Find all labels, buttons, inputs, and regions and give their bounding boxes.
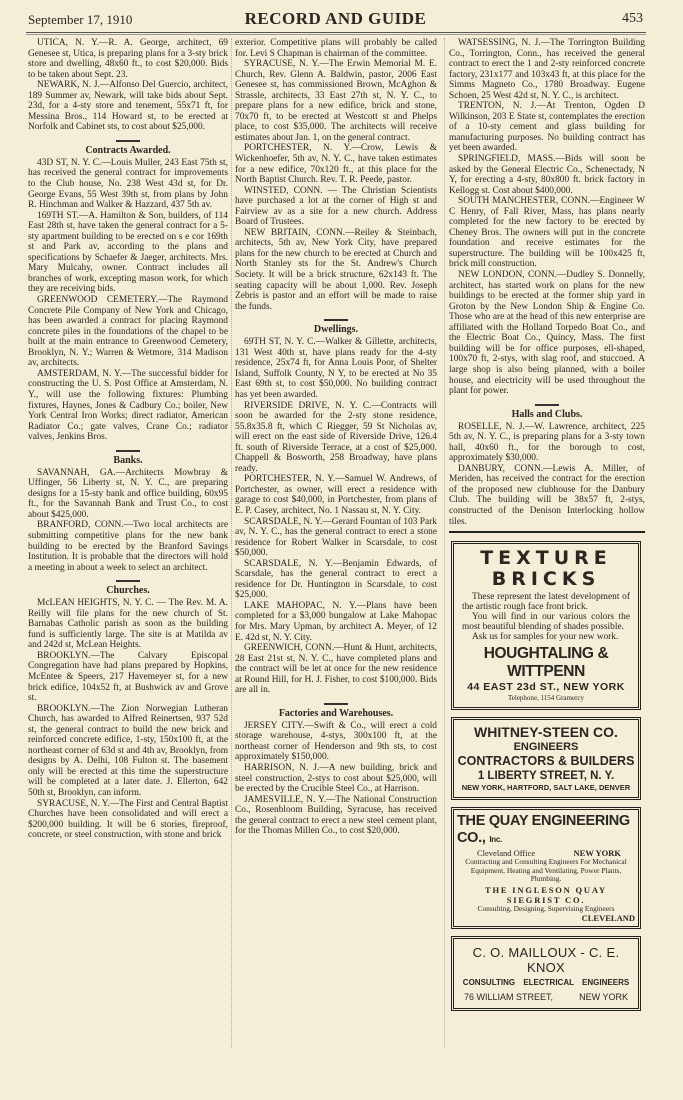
news-item: NEWARK, N. J.—Alfonso Del Guercio, architect, 189 Summer av, Newark, will take bids about Sept. 23d, for a 4-sty store and tenement, 55x71 ft, for Messina Bros., 114 Howard st, to be erected at Norfolk and Cabinet sts, to cost about $25,000.	[28, 80, 228, 133]
ads-divider-rule	[449, 531, 645, 533]
news-item: SCARSDALE, N. Y.—Gerard Fountan of 103 Park av, N. Y. C., has the general contract to erect a stone residence for Robert Walker in Scarsdale, to cost $50,000.	[235, 516, 437, 559]
news-item: BROOKLYN.—The Calvary Episcopal Congregation have had plans prepared by Hopkins, McEntee & Speers, 217 Havemeyer st, for a new brick edifice, 104x52 ft, at Bushwick av and Grove st.	[28, 650, 228, 704]
news-item: TRENTON, N. J.—At Trenton, Ogden D Wilkinson, 203 E State st, contemplates the erection of a 10-sty cement and glass building for manufacturing purposes. No building contract has yet been awarded.	[449, 101, 645, 154]
news-item: NEW BRITAIN, CONN.—Reiley & Steinbach, architects, 5th av, New York City, have prepared plans for the new church to be erected at Church and North Stanley sts for the St. Andrew's Church Society. It will be a brick structure, 62x143 ft. The seating capacity will be about 1,000. Rev. Joseph Zebris is pastor and an effort will be made to raise the funds.	[235, 227, 437, 312]
column-1	[28, 38, 228, 841]
news-item: JAMESVILLE, N. Y.—The National Construction Co., Rosenbloom Building, Syracuse, has received the general contract to erect a new steel cement plant, for the Thomas Millen Co., to cost $20,000.	[235, 794, 437, 837]
news-item: DANBURY, CONN.—Lewis A. Miller, of Meriden, has received the contract for the erection of the proposed new clubhouse for the Danbury Club. The building will be 38x57 ft, 2-stys, constructed of the Denison Interlocking hollow tiles.	[449, 463, 645, 527]
page-header	[28, 8, 643, 30]
news-item: LAKE MAHOPAC, N. Y.—Plans have been completed for a $3,000 bungalow at Lake Mahopac for Mrs. Mary Upman, by architect A. Meyer, of 12 E. 42d st, N. Y. City.	[235, 600, 437, 643]
news-item: McLEAN HEIGHTS, N. Y. C. — The Rev. M. A. Reilly will file plans for the new church of St. Barnabas Catholic parish as soon as the building fund is sufficiently large. The site is at Matilda av and 242d st, McLean Heights.	[28, 598, 228, 651]
ad-city: NEW YORK	[573, 848, 621, 859]
column-2	[235, 38, 437, 837]
ad-text: Consulting, Designing, Supervising Engineers	[477, 903, 615, 913]
ad-affiliate: THE INGLESON QUAY SIEGRIST CO.	[485, 884, 607, 905]
header-rule	[26, 32, 646, 35]
news-item: PORTCHESTER, N. Y.—Samuel W. Andrews, of Portchester, as owner, will erect a residence with garage to cost $40,000, in Portchester, from plans of E. P. Casey, architect, No. 1 Nassau st, N. Y. City.	[235, 474, 437, 516]
column-divider	[231, 38, 232, 1048]
news-item: 69TH ST, N. Y. C.—Walker & Gillette, architects, 131 West 40th st, have plans ready for the 4-sty residence, 25x74 ft, for Anna Louis Poor, of Shelter Island, Suffolk County, N Y, to be erected at No 35 East 69th st, to cost $50,000. No building contract has yet been awarded.	[235, 337, 437, 400]
ad-text: CONTRACTORS & BUILDERS	[457, 754, 635, 769]
section-rule	[324, 319, 348, 321]
ad-headline: TEXTURE	[480, 547, 612, 570]
news-item: PORTCHESTER, N. Y.—Crow, Lewis & Wickenhoefer, 5th av, N. Y. C., have taken estimates for a new edifice, 70x120 ft., at this place for the North Baptist Church. Rev. T. R. Peede, pastor.	[235, 143, 437, 186]
ad-firm-name: HOUGHTALING & WITTPENN	[483, 645, 609, 681]
column-3	[449, 38, 645, 1018]
ad-firm-name	[457, 813, 635, 848]
news-item: RIVERSIDE DRIVE, N. Y. C.—Contracts will soon be awarded for the 2-sty stone residence, 55.8x35.8 ft, which C Riegger, 59 St Nicholas av, will erect on the east side of Riverside Drive, 126.4 ft. south of Riverside Terrace, at a cost of $25,000. Chappell & Bosworth, 258 Broadway, have plans ready.	[235, 400, 437, 474]
news-item: BROOKLYN.—The Zion Norwegian Lutheran Church, has awarded to Alfred Reinertsen, 937 52d st, the general contract to build the new brick and reinforced concrete edifice, 1-sty, 150x100 ft, at the northeast corner of 63d st and 4th av, Brooklyn, from designs by A. Delhi, 108 Fulton st. The basement only will be erected at this time the superstructure will be completed at a later date. J. Ellerton, 642 50th st, Brooklyn, can inform.	[28, 703, 228, 798]
ad-address: 76 WILLIAM STREET,	[464, 992, 554, 1003]
ad-cities: NEW YORK, HARTFORD, SALT LAKE, DENVER	[461, 783, 631, 793]
news-item: HARRISON, N. J.—A new building, brick and steel construction, 2-stys to cost about $25,000, will be erected by the Crucible Steel Co., at Harrison.	[235, 763, 437, 795]
news-item: ROSELLE, N. J.—W. Lawrence, architect, 225 5th av, N. Y. C., is preparing plans for a 3-sty town hall, 40x60 ft., for the borough to cost, approximately $30,000.	[449, 421, 645, 464]
ad-address: 44 EAST 23d ST., NEW YORK	[467, 681, 625, 694]
ad-address-row	[454, 988, 638, 1003]
ad-texture-bricks	[451, 541, 641, 710]
news-item: SYRACUSE, N. Y.—The First and Central Baptist Churches have been consolidated and will erect a $200,000 building. It will be 6 stories, fireproof, concrete, or steel construction, with stone and brick	[28, 798, 228, 841]
ad-whitney-steen	[451, 717, 641, 800]
section-heading: Halls and Clubs.	[511, 408, 583, 420]
news-item: GREENWOOD CEMETERY.—The Raymond Concrete Pile Company of New York and Chicago, has been awarded a contract for placing Raymond concrete piles in the foundations of the chapel to be built at the main entrance to Greenwood Cemetery, Brooklyn, N. Y.; Warren & Wetmore, 314 Madison av, architects.	[28, 295, 228, 369]
news-item: JERSEY CITY.—Swift & Co., will erect a cold storage warehouse, 4-stys, 300x100 ft, at the northeast corner of Henderson and 9th sts, to cost approximately $150,000.	[235, 720, 437, 763]
column-divider	[444, 38, 445, 1048]
column-text	[235, 38, 437, 837]
section-heading: Factories and Warehouses.	[278, 707, 394, 719]
ad-text: CONSULTING ELECTRICAL ENGINEERS	[462, 978, 630, 988]
news-item: SYRACUSE, N. Y.—The Erwin Memorial M. E. Church, Rev. Glenn A. Baldwin, pastor, 2006 East Genesee st, has commissioned Brown, McAghon & Strassle, architects, 33 East 27th st, N. Y. C., to prepare plans for a new edifice, brick and stone, 70x70 ft, to be erected at Westcott st and Phelps place, to cost $35,000. The architects will receive estimates about Jan. 1, on the general contract.	[235, 59, 437, 143]
news-item: SCARSDALE, N. Y.—Benjamin Edwards, of Scarsdale, has the general contract to erect a residence for Dr. Huntington in Scarsdale, to cost $25,000.	[235, 558, 437, 601]
ad-office: Cleveland Office	[477, 848, 536, 859]
section-rule	[535, 404, 559, 406]
news-item: SOUTH MANCHESTER, CONN.—Engineer W C Henry, of Fall River, Mass, has plans nearly completed for the new factory to be erected by Cheney Bros. The owners will put in the concrete foundation and receive estimates for the superstructure. The building will be 100x425 ft, brick mill construction.	[449, 196, 645, 270]
news-item: BRANFORD, CONN.—Two local architects are submitting competitive plans for the new bank building to be erected by the Branford Savings Institution. It is probable that the directors will hold a meeting in about a week to select an architect.	[28, 520, 228, 573]
section-heading: Churches.	[106, 585, 150, 597]
news-item: SPRINGFIELD, MASS.—Bids will soon be asked by the General Electric Co., Schenectady, N Y, for erecting a 4-sty, 80x800 ft. brick factory in Kellogg st. Cost about $400,000.	[449, 154, 645, 196]
news-item: AMSTERDAM, N. Y.—The successful bidder for constructing the U. S. Post Office at Amsterdam, N. Y., will use the following fixtures: Plumbing fixtures, Haynes, Jones & Cadbury Co.; boiler, New York Central Iron Works; direct radiator, American Radiator Co.; gate valves, Crane Co.; radiator valves, Jenkins Bros.	[28, 368, 228, 443]
section-rule	[324, 703, 348, 705]
ad-firm-name: WHITNEY-STEEN CO.	[474, 724, 618, 741]
ad-text: These represent the latest development of the artistic rough face front brick.	[462, 592, 630, 613]
column-text	[28, 38, 228, 841]
ad-text: ENGINEERS	[513, 741, 579, 754]
ad-firm-name-text: THE QUAY ENGINEERING CO.,	[457, 813, 630, 847]
news-item: NEW LONDON, CONN.—Dudley S. Donnelly, architect, has started work on plans for the new buildings to be erected at the former ship yard in Groton by the New London Ship & Engine Co. Those who are at the head of this new enterprise are affiliated with the Holland Torpedo Boat Co., and the Electric Boat Co., Quincy, Mass. The first building will be for office purposes, ell-shaped, 100x70 ft, 2-stys, with slag roof, and stuccoed. A large shop is also being planned, with a boiler house, and electricity will be used throughout the plant for power.	[449, 270, 645, 397]
news-item: 169TH ST.—A. Hamilton & Son, builders, of 114 East 28th st, have taken the general contract for a 5-sty apartment building to be erected on s e cor 169th st and Park av, according to the plans and specifications by Schaefer & Jaeger, architects. Mrs. Mary Mulcahy, owner. Contract includes all branches of work, excepting mason work, for which they are receiving bids.	[28, 210, 228, 295]
news-item: WINSTED, CONN. — The Christian Scientists have purchased a lot at the corner of High st and Fairview av as a site for a new church. Address Board of Trustees.	[235, 185, 437, 228]
news-item: SAVANNAH, GA.—Architects Mowbray & Uffinger, 56 Liberty st, N. Y. C., are preparing designs for a 15-sty bank and office building, 60x95 ft., for the Savannah Bank and Trust Co., to cost about $425,000.	[28, 467, 228, 520]
news-item: WATSESSING, N. J.—The Torrington Building Co., Torrington, Conn., has received the general contract to erect the 1 and 2-sty reinforced concrete factory, 231x177 and 103x43 ft, at this place for the Simms Magneto Co., 1780 Broadway. Eugene Schoen, 25 West 42d st, N. Y. C., is architect.	[449, 38, 645, 101]
issue-date: September 17, 1910	[28, 12, 133, 27]
publication-title: RECORD AND GUIDE	[244, 9, 427, 28]
news-item: exterior. Competitive plans will probably be called for. Levi S Chapman is chairman of the committee.	[235, 38, 437, 59]
ad-telephone: Telephone, 1154 Gramercy	[507, 694, 585, 703]
ad-text: You will find in our various colors the most beautiful blending of shades possible.	[462, 612, 630, 633]
section-heading: Contracts Awarded.	[85, 144, 171, 156]
ad-text: Ask us for samples for your new work.	[472, 632, 619, 643]
ad-address: 1 LIBERTY STREET, N. Y.	[477, 770, 615, 783]
ad-text: Contracting and Consulting Engineers For Mechanical Equipment, Heating and Ventilating, Power Plants, Plumbing.	[465, 857, 627, 884]
section-rule	[116, 140, 140, 142]
news-item: 43D ST, N. Y. C.—Louis Muller, 243 East 75th st, has received the general contract for improvements to the Club house, No. 238 West 43d st, for Dr. George Evans, 55 West 39th st, from plans by John R. Hinchman and Walker & Hazzard, 437 5th av.	[28, 157, 228, 211]
section-rule	[116, 450, 140, 452]
section-heading: Dwellings.	[313, 324, 359, 336]
ad-inc-label: Inc.	[489, 835, 502, 845]
ad-city: CLEVELAND	[581, 913, 635, 924]
column-text	[449, 38, 645, 527]
section-rule	[116, 580, 140, 582]
ad-quay-engineering	[451, 807, 641, 929]
ad-headline: BRICKS	[491, 568, 601, 591]
news-item: UTICA, N. Y.—R. A. George, architect, 69 Genesee st, Utica, is preparing plans for a 3-sty brick store and dwelling, 48x60 ft., to cost $20,000. Bids to be taken about Sept. 23.	[28, 38, 228, 80]
ad-firm-name: C. O. MAILLOUX - C. E. KNOX	[472, 945, 620, 976]
news-item: GREENWICH, CONN.—Hunt & Hunt, architects, 28 East 21st st, N. Y. C., have completed plans and the contract will be let at once for the new residence at Round Hill, for H. J. Fisher, to cost $100,000. Bids are all in.	[235, 643, 437, 696]
ad-city: NEW YORK	[579, 992, 628, 1003]
page-number: 453	[622, 11, 643, 26]
ad-mailloux-knox	[451, 936, 641, 1011]
section-heading: Banks.	[113, 454, 143, 466]
